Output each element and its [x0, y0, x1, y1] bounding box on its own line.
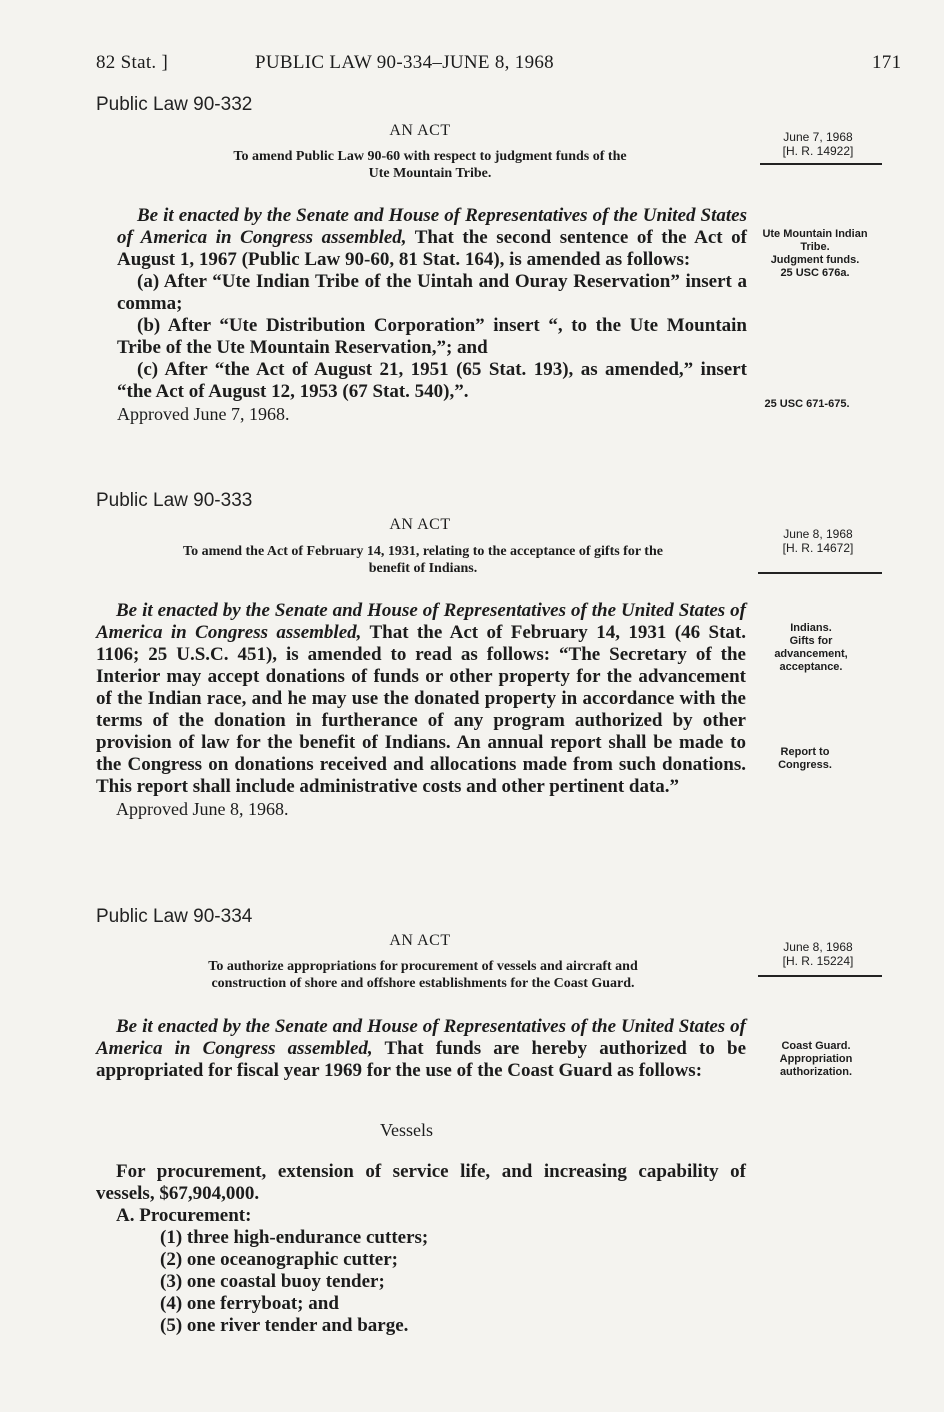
law-334-enacting-clause: Be it enacted by the Senate and House of Representatives of the United States of America in Congress assembled,	[96, 1016, 746, 1059]
page-number: 171	[872, 52, 902, 73]
law-333-bill: [H. R. 14672]	[782, 541, 854, 555]
law-332-margin-usc-2: 25 USC 671-675.	[764, 398, 850, 410]
law-333-margin-note	[757, 622, 865, 674]
list-item: (5) one river tender and barge.	[160, 1315, 409, 1336]
running-header-title: PUBLIC LAW 90-334–JUNE 8, 1968	[255, 52, 554, 73]
law-334-date: June 8, 1968	[783, 940, 853, 954]
law-333-approved: Approved June 8, 1968.	[116, 799, 289, 819]
law-334-purpose	[96, 958, 750, 992]
law-332-enact-rest: That the second sentence of the Act of August 1, 1967 (Public Law 90-60, 81 Stat. 164), is amended as follows:	[117, 227, 747, 270]
law-332-margin-tribe: Ute Mountain Indian Tribe.	[762, 228, 868, 253]
law-333-margin-indians: Indians.	[790, 622, 832, 634]
law-332-purpose-line-1: To amend Public Law 90-60 with respect to judgment funds of the	[233, 149, 627, 164]
law-333-number: Public Law 90-333	[96, 490, 253, 511]
law-332-margin-judgment: Judgment funds.	[770, 254, 860, 266]
law-333-date: June 8, 1968	[783, 527, 853, 541]
law-332-item-b: (b) After “Ute Distribution Corporation” insert “, to the Ute Mountain Tribe of the Ute Mountain Reservation,”; and	[117, 315, 747, 358]
law-332-body	[117, 205, 747, 425]
law-334-number: Public Law 90-334	[96, 906, 253, 927]
law-333-enacting-clause: Be it enacted by the Senate and House of Representatives of the United States of America in Congress assembled,	[96, 600, 746, 643]
vessels-paragraph-text: For procurement, extension of service life, and increasing capability of vessels, $67,904,000.	[96, 1161, 746, 1204]
law-333-enact-rest: That the Act of February 14, 1931 (46 Stat. 1106; 25 U.S.C. 451), is amended to read as follows: “The Secretary of the Interior may accept donations of funds or other property for the advancement of the Indian race, and he may use the donated property in accordance with the terms of the donation in furtherance of any program authorized by other provision of law for the benefit of Indians. An annual report shall be made to the Congress on donations received and allocations made from such donations. This report shall include administrative costs and other pertinent data.”	[96, 622, 746, 797]
law-334-margin-date	[758, 940, 878, 968]
law-332-number: Public Law 90-332	[96, 94, 253, 115]
law-333-purpose-line-2: benefit of Indians.	[368, 561, 478, 576]
law-332-purpose-line-2: Ute Mountain Tribe.	[368, 166, 492, 181]
law-333-margin-rule	[758, 572, 882, 574]
vessels-paragraph	[96, 1161, 746, 1227]
procurement-heading: A. Procurement:	[116, 1205, 252, 1226]
procurement-list	[160, 1227, 660, 1337]
law-333-body	[96, 600, 746, 820]
list-item: (1) three high-endurance cutters;	[160, 1227, 429, 1248]
vessels-heading: Vessels	[380, 1120, 433, 1140]
law-333-margin-report: Report to Congress.	[778, 746, 832, 771]
law-332-item-c: (c) After “the Act of August 21, 1951 (65 Stat. 193), as amended,” insert “the Act of August 12, 1953 (67 Stat. 540),”.	[117, 359, 747, 402]
list-item: (4) one ferryboat; and	[160, 1293, 339, 1314]
law-332-enacting-clause: Be it enacted by the Senate and House of Representatives of the United States of America in Congress assembled,	[117, 205, 747, 248]
law-332-approved: Approved June 7, 1968.	[117, 404, 290, 424]
law-334-bill: [H. R. 15224]	[782, 954, 854, 968]
law-332-margin-rule	[760, 163, 882, 165]
law-334-purpose-line-2: construction of shore and offshore establishments for the Coast Guard.	[211, 976, 635, 991]
law-334-margin-appropriation: Appropriation authorization.	[779, 1053, 853, 1078]
law-332-an-act: AN ACT	[389, 122, 451, 139]
law-334-purpose-line-1: To authorize appropriations for procurement of vessels and aircraft and	[208, 959, 638, 974]
law-332-bill: [H. R. 14922]	[782, 144, 854, 158]
law-332-margin-date	[758, 130, 878, 158]
list-item: (3) one coastal buoy tender;	[160, 1271, 385, 1292]
law-332-margin-note	[755, 228, 875, 280]
law-332-purpose	[110, 148, 750, 182]
law-333-an-act: AN ACT	[389, 516, 451, 533]
list-item: (2) one oceanographic cutter;	[160, 1249, 398, 1270]
law-334-margin-note	[758, 1040, 874, 1079]
law-334-an-act: AN ACT	[389, 932, 451, 949]
law-334-body	[96, 1016, 746, 1082]
running-header-stat: 82 Stat. ]	[96, 52, 169, 73]
law-332-margin-usc: 25 USC 676a.	[780, 267, 850, 279]
law-334-margin-coast-guard: Coast Guard.	[781, 1040, 851, 1052]
law-333-purpose-line-1: To amend the Act of February 14, 1931, relating to the acceptance of gifts for the	[183, 544, 663, 559]
law-334-margin-rule	[758, 975, 882, 977]
law-333-purpose	[96, 543, 750, 577]
law-334-enact-rest: That funds are hereby authorized to be appropriated for fiscal year 1969 for the use of the Coast Guard as follows:	[96, 1038, 746, 1081]
law-333-margin-date	[758, 527, 878, 555]
law-332-date: June 7, 1968	[783, 130, 853, 144]
law-332-item-a: (a) After “Ute Indian Tribe of the Uintah and Ouray Reservation” insert a comma;	[117, 271, 747, 314]
law-333-margin-gifts: Gifts for advancement, acceptance.	[774, 635, 848, 673]
